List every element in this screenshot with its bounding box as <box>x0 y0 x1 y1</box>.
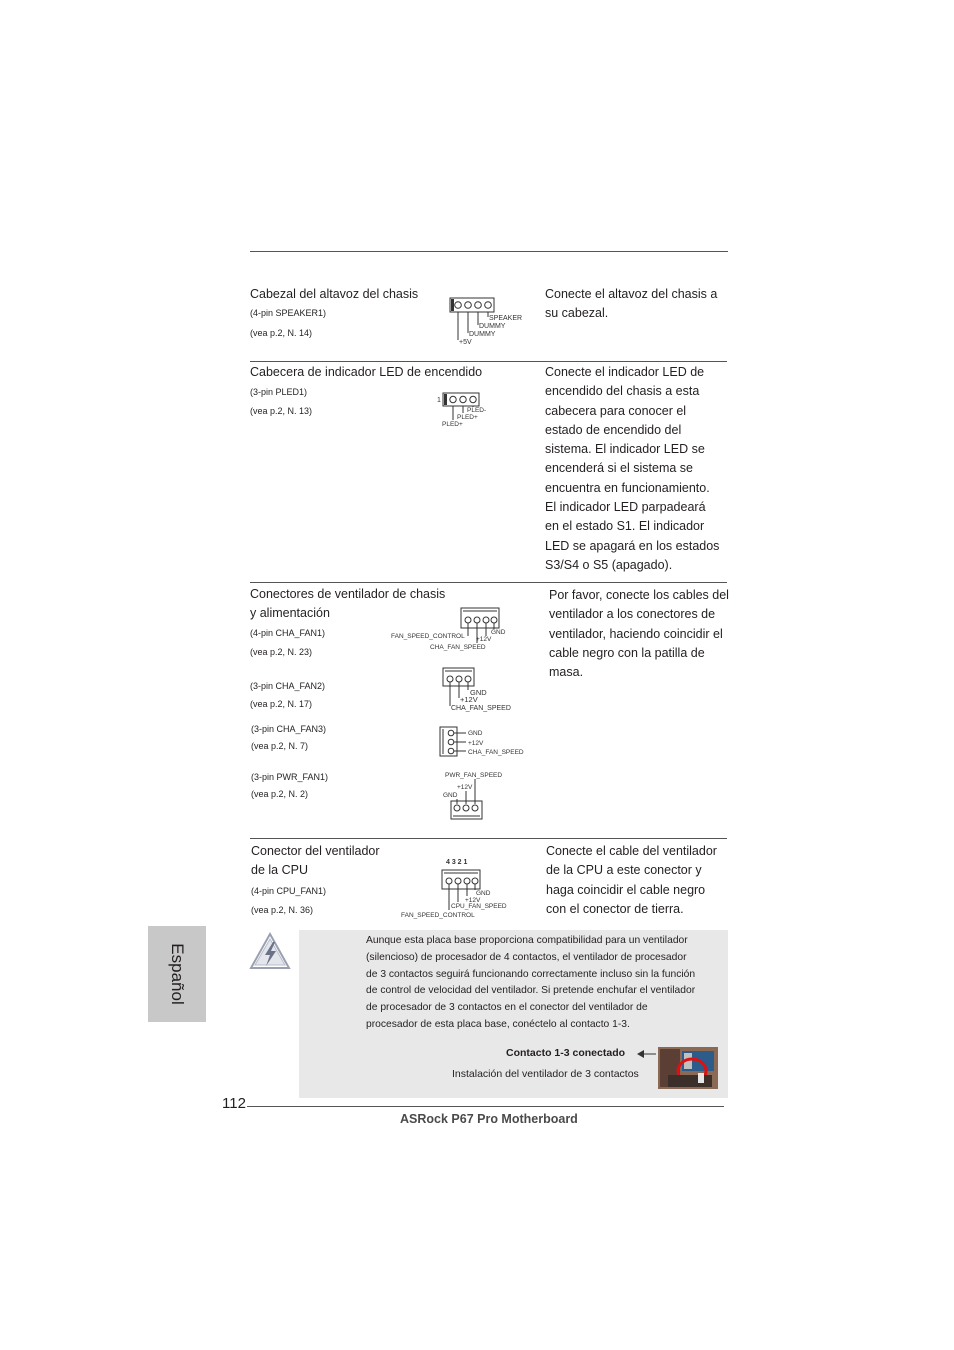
desc-line: haga coincidir el cable negro <box>546 882 706 897</box>
pin-dummy-1: DUMMY <box>479 323 506 330</box>
desc-line: en el estado S1. El indicador <box>545 519 705 534</box>
label-cha-fan-speed: CHA_FAN_SPEED <box>430 644 486 651</box>
caption-install: Instalación del ventilador de 3 contactos <box>452 1068 639 1080</box>
desc-line: encendido del chasis a esta <box>545 384 700 399</box>
note-line: Aunque esta placa base proporciona compatibilidad para un ventilador <box>366 935 688 946</box>
desc-line: Conecte el altavoz del chasis a <box>545 287 718 301</box>
label-12v: +12V <box>465 897 481 904</box>
page-ref: (vea p.2, N. 13) <box>250 406 313 416</box>
section-title: Cabezal del altavoz del chasis <box>250 287 419 301</box>
title-line: Conectores de ventilador de chasis <box>250 587 446 601</box>
section-description <box>545 363 719 575</box>
top-rule <box>250 251 728 252</box>
label-pwr-fan-speed: PWR_FAN_SPEED <box>445 772 503 779</box>
warning-icon <box>248 930 292 972</box>
section-description <box>546 842 717 919</box>
note-line: de procesador de 3 contactos en el conector del ventilador de <box>366 1002 648 1014</box>
label-12v: +12V <box>460 695 478 704</box>
page-ref: (vea p.2, N. 17) <box>250 699 313 709</box>
pin-label: (4-pin CPU_FAN1) <box>251 886 327 896</box>
divider <box>250 582 727 583</box>
pin-label: (4-pin CHA_FAN1) <box>250 628 326 638</box>
note-line: de 3 contactos seguirá funcionando correctamente incluso sin la función <box>366 968 696 980</box>
pin-label: (3-pin CHA_FAN2) <box>250 681 326 691</box>
section-title <box>251 842 380 881</box>
footer-product: ASRock P67 Pro Motherboard <box>400 1112 578 1126</box>
title-line: de la CPU <box>251 863 308 878</box>
desc-line: estado de encendido del <box>545 422 682 437</box>
label-cha-fan-speed: CHA_FAN_SPEED <box>451 705 511 712</box>
pin-pled-minus: PLED- <box>467 407 487 414</box>
label-cpu-fan-speed: CPU_FAN_SPEED <box>451 903 507 910</box>
label-gnd: GND <box>476 890 491 897</box>
cpu-fan-diagram <box>398 854 518 920</box>
desc-line: cable negro con la patilla de <box>549 645 705 660</box>
desc-line: de la CPU a este conector y <box>546 863 702 878</box>
desc-line: encenderá si el sistema se <box>545 461 693 476</box>
label-12v: +12V <box>468 740 484 747</box>
pin-5v: +5V <box>459 339 472 346</box>
pin-speaker: SPEAKER <box>489 315 523 322</box>
pin-label: (4-pin SPEAKER1) <box>250 308 327 318</box>
pin-pled-plus-a: PLED+ <box>457 414 478 421</box>
section-description <box>549 586 729 682</box>
divider <box>250 838 727 839</box>
footer-rule <box>247 1106 724 1107</box>
note-line: de control de velocidad del ventilador. Si pretende enchufar el ventilador <box>366 985 696 997</box>
note-text <box>366 933 695 1034</box>
label-fan-speed-control: FAN_SPEED_CONTROL <box>401 912 475 919</box>
label-12v: +12V <box>476 636 492 643</box>
cha-fan2-diagram <box>440 666 530 714</box>
desc-line: su cabezal. <box>545 306 609 321</box>
desc-line: Conecte el cable del ventilador <box>546 844 717 858</box>
pin-dummy-2: DUMMY <box>469 331 496 338</box>
page-ref: (vea p.2, N. 36) <box>251 905 314 915</box>
label-gnd: GND <box>491 629 506 636</box>
note-line: (silencioso) de procesador de 4 contactos, el ventilador de procesador <box>366 951 687 963</box>
cha-fan3-diagram <box>436 724 532 760</box>
desc-line: sistema. El indicador LED se <box>545 442 705 457</box>
language-tab <box>148 926 206 1022</box>
pwr-fan1-diagram <box>440 768 520 822</box>
desc-line: con el conector de tierra. <box>546 901 684 916</box>
desc-line: encuentra en funcionamiento. <box>545 480 710 495</box>
section-title: Cabecera de indicador LED de encendido <box>250 365 483 379</box>
language-tab-label: Español <box>168 943 187 1005</box>
speaker-header-diagram <box>440 296 530 348</box>
pin-label: (3-pin CHA_FAN3) <box>251 724 327 734</box>
title-line: y alimentación <box>250 606 330 621</box>
label-12v: +12V <box>457 784 473 791</box>
page-number: 112 <box>222 1095 246 1112</box>
divider <box>250 361 727 362</box>
desc-line: Conecte el indicador LED de <box>545 365 705 379</box>
label-fan-speed-control: FAN_SPEED_CONTROL <box>391 633 465 640</box>
desc-line: masa. <box>549 665 584 680</box>
arrow-left-icon <box>636 1048 658 1060</box>
fan-install-photo <box>658 1047 718 1089</box>
section-description <box>545 285 717 324</box>
desc-line: ventilador a los conectores de <box>549 607 716 622</box>
desc-line: ventilador, haciendo coincidir el <box>549 626 723 641</box>
label-cha-fan-speed: CHA_FAN_SPEED <box>468 749 524 756</box>
caption-contact: Contacto 1-3 conectado <box>506 1047 626 1059</box>
desc-line: Por favor, conecte los cables del <box>549 588 729 602</box>
page-ref: (vea p.2, N. 14) <box>250 328 313 338</box>
desc-line: LED se apagará en los estados <box>545 538 720 553</box>
cha-fan1-diagram <box>388 605 518 653</box>
note-line: procesador de esta placa base, conéctelo al contacto 1-3. <box>366 1018 630 1030</box>
page-ref: (vea p.2, N. 23) <box>250 647 313 657</box>
pin-numbers: 4 3 2 1 <box>446 859 468 866</box>
desc-line: cabecera para conocer el <box>545 403 687 418</box>
desc-line: El indicador LED parpadeará <box>545 500 706 515</box>
label-gnd: GND <box>468 730 483 737</box>
label-gnd: GND <box>443 792 458 799</box>
page-ref: (vea p.2, N. 2) <box>251 789 309 799</box>
pin-label: (3-pin PWR_FAN1) <box>251 772 329 782</box>
pin-1-marker: 1 <box>437 397 441 404</box>
label-gnd: GND <box>470 688 487 697</box>
page-ref: (vea p.2, N. 7) <box>251 741 309 751</box>
pin-label: (3-pin PLED1) <box>250 387 308 397</box>
title-line: Conector del ventilador <box>251 844 380 858</box>
desc-line: S3/S4 o S5 (apagado). <box>545 557 673 572</box>
pin-pled-plus-b: PLED+ <box>442 421 463 428</box>
pled-header-diagram <box>432 390 512 430</box>
